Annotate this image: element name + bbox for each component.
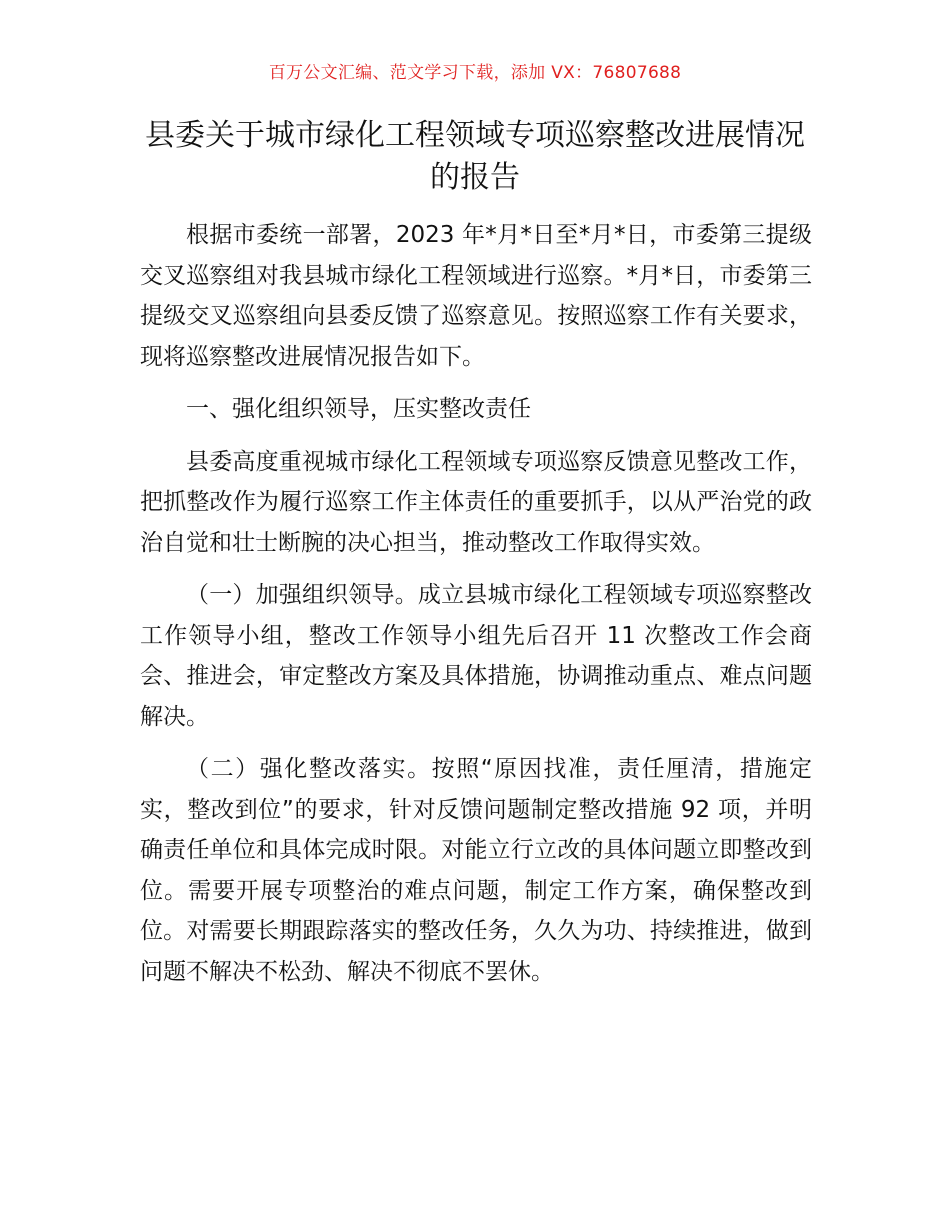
header-watermark-note: 百万公文汇编、范文学习下载，添加 VX：76807688 [268, 63, 682, 83]
paragraph-section-1: 县委高度重视城市绿化工程领域专项巡察反馈意见整改工作，把抓整改作为履行巡察工作主体责任的重要抓手，以从严治党的政治自觉和壮士断腕的决心担当，推动整改工作取得实效。 [140, 448, 812, 556]
document-title: 县委关于城市绿化工程领域专项巡察整改进展情况的报告 [145, 118, 805, 195]
paragraph-intro: 根据市委统一部署，2023 年*月*日至*月*日，市委第三提级交叉巡察组对我县城市绿化工程领域进行巡察。*月*日，市委第三提级交叉巡察组向县委反馈了巡察意见。按照巡察工作有关要求，现将巡察整改进展情况报告如下。 [140, 222, 813, 370]
paragraph-item-2: （二）强化整改落实。按照“原因找准，责任厘清，措施定实，整改到位”的要求，针对反馈问题制定整改措施 92 项，并明确责任单位和具体完成时限。对能立行立改的具体问题立即整改到位。需要开展专项整治的难点问题，制定工作方案，确保整改到位。对需要长期跟踪落实的整改任务，久久为功、持续推进，做到问题不解决不松劲、解决不彻底不罢休。 [140, 756, 812, 985]
section-heading-1: 一、强化组织领导，压实整改责任 [186, 396, 531, 422]
document-body [140, 215, 812, 1004]
paragraph-item-1: （一）加强组织领导。成立县城市绿化工程领域专项巡察整改工作领导小组，整改工作领导小组先后召开 11 次整改工作会商会、推进会，审定整改方案及具体措施，协调推动重点、难点问题解决。 [140, 582, 812, 730]
